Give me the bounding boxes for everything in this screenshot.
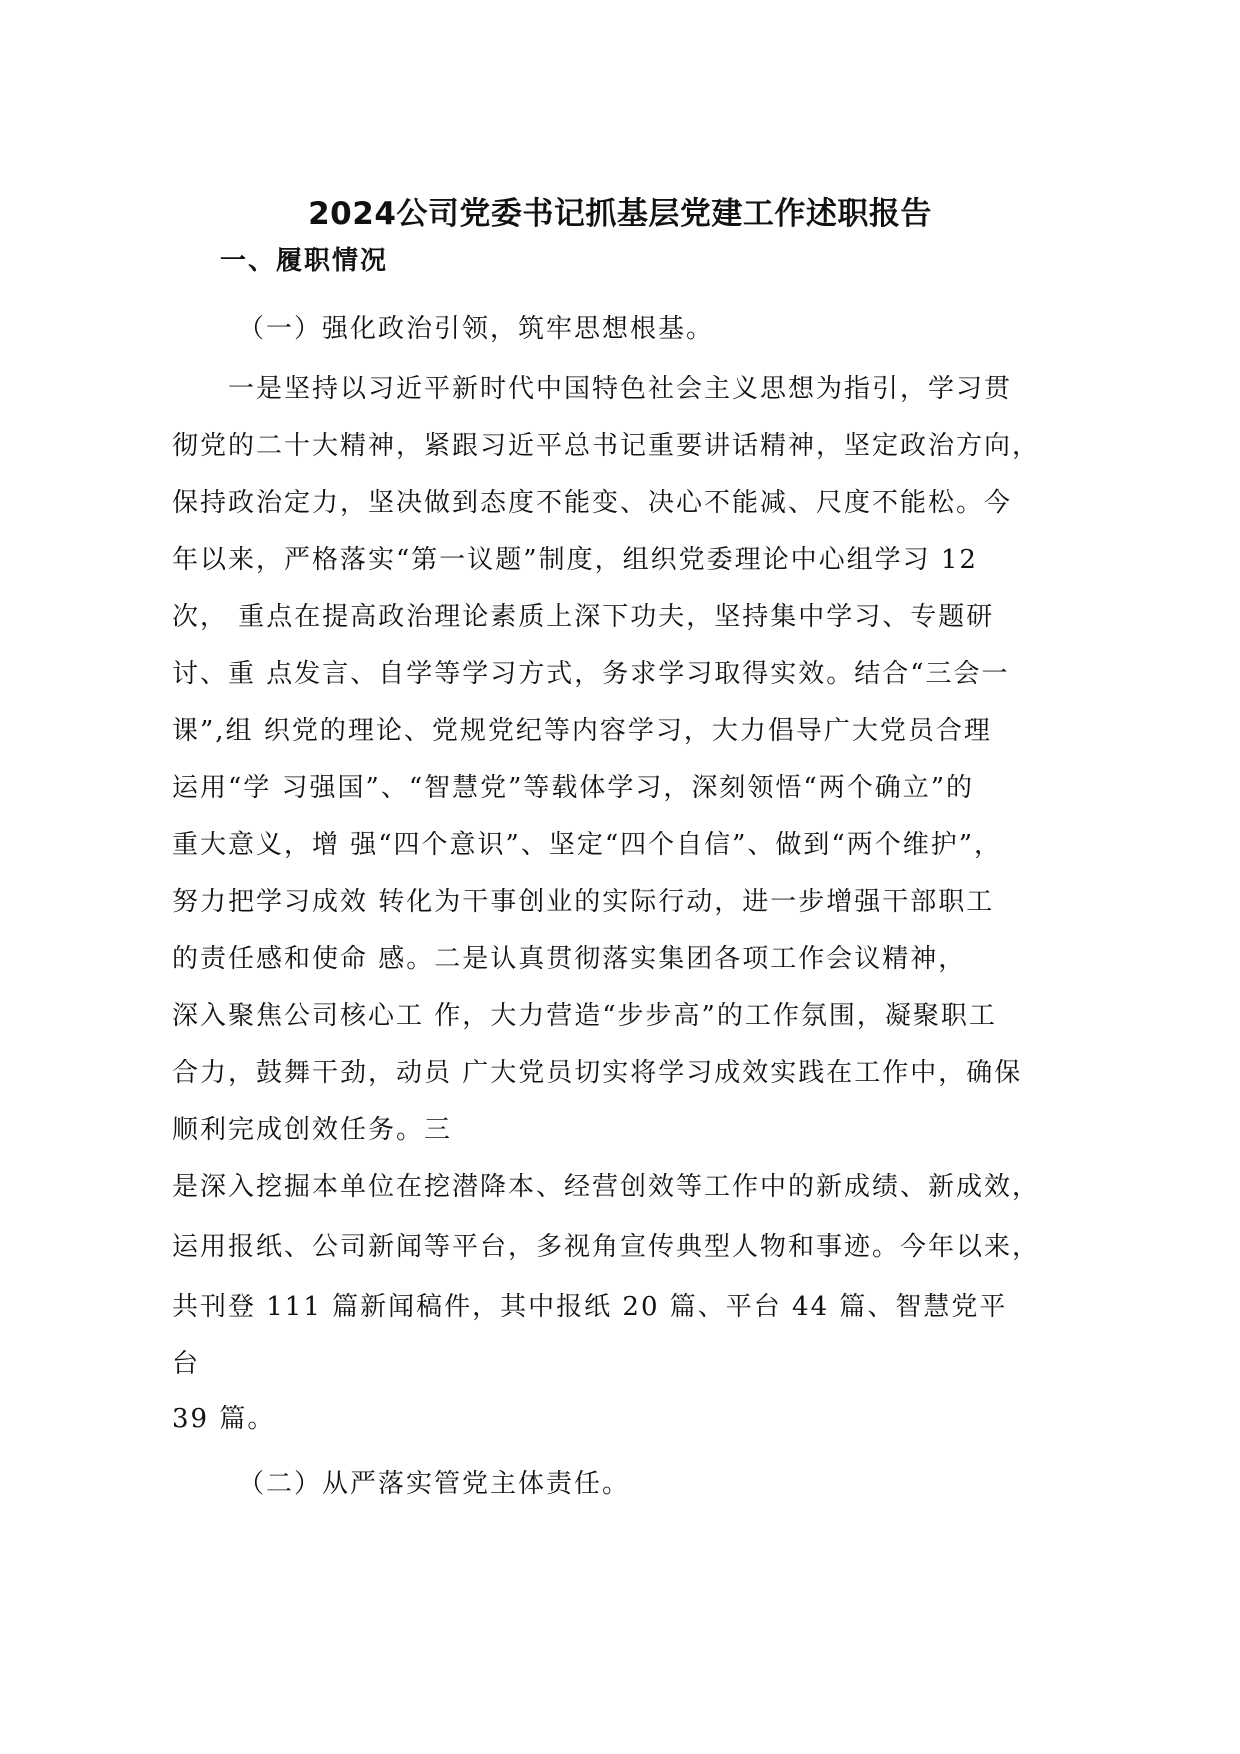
paragraph-line: 课”,组 织党的理论、党规党纪等内容学习，大力倡导广大党员合理 [172,716,992,746]
paragraph-line: 保持政治定力，坚决做到态度不能变、决心不能减、尺度不能松。今 [172,488,1013,518]
paragraph-line: 次， 重点在提高政治理论素质上深下功夫，坚持集中学习、专题研 [172,602,995,632]
paragraph-line: 共刊登 111 篇新闻稿件，其中报纸 20 篇、平台 44 篇、智慧党平 [172,1292,1008,1322]
paragraph-line: 运用“学 习强国”、“智慧党”等载体学习，深刻领悟“两个确立”的 [172,773,975,803]
paragraph-line: 运用报纸、公司新闻等平台，多视角宣传典型人物和事迹。今年以来， [172,1232,1041,1262]
paragraph-line: 39 篇。 [172,1404,276,1434]
paragraph-line: 顺利完成创效任务。三 [172,1115,453,1145]
section-heading: 一、履职情况 [220,246,389,276]
paragraph-line: 彻党的二十大精神，紧跟习近平总书记重要讲话精神，坚定政治方向， [172,431,1041,461]
subsection-heading-1: （一）强化政治引领，筑牢思想根基。 [238,314,715,344]
paragraph-line: 台 [172,1349,201,1379]
paragraph-line: 合力，鼓舞干劲，动员 广大党员切实将学习成效实践在工作中，确保 [172,1058,1023,1088]
paragraph-line: 深入聚焦公司核心工 作，大力营造“步步高”的工作氛围，凝聚职工 [172,1001,997,1031]
document-title: 2024公司党委书记抓基层党建工作述职报告 [308,196,932,232]
paragraph-line: 重大意义，增 强“四个意识”、坚定“四个自信”、做到“两个维护”， [172,830,1003,860]
paragraph-line: 讨、重 点发言、自学等学习方式，务求学习取得实效。结合“三会一 [172,659,1010,689]
paragraph-line: 一是坚持以习近平新时代中国特色社会主义思想为指引，学习贯 [228,374,1013,404]
paragraph-line: 年以来，严格落实“第一议题”制度，组织党委理论中心组学习 12 [172,545,978,575]
paragraph-line: 的责任感和使命 感。二是认真贯彻落实集团各项工作会议精神， [172,944,967,974]
subsection-heading-2: （二）从严落实管党主体责任。 [238,1469,631,1499]
paragraph-line: 是深入挖掘本单位在挖潜降本、经营创效等工作中的新成绩、新成效， [172,1172,1041,1202]
paragraph-line: 努力把学习成效 转化为干事创业的实际行动，进一步增强干部职工 [172,887,995,917]
